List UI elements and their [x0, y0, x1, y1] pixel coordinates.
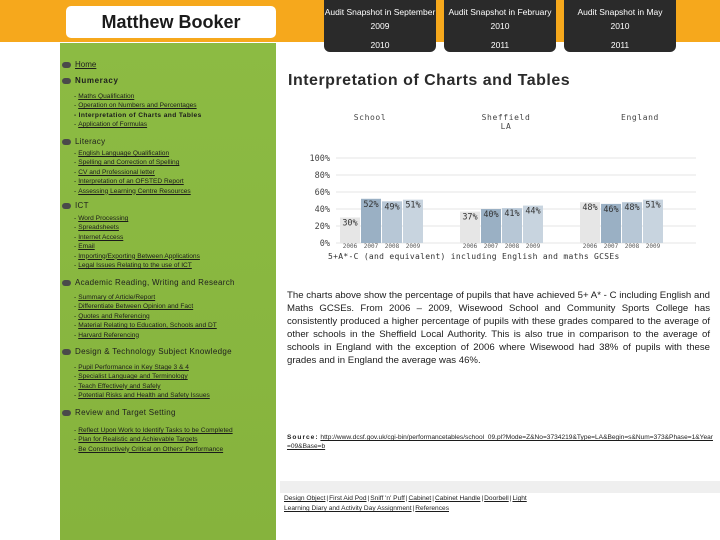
footer-link-references[interactable]: References	[415, 505, 449, 512]
sidebar-item-education-material[interactable]: - Material Relating to Education, Schools and DT	[74, 322, 217, 330]
sidebar-item-quotes-referencing[interactable]: - Quotes and Referencing	[74, 312, 150, 320]
x-tick-label: 2008	[504, 243, 520, 250]
sidebar-home-label: Home	[75, 60, 97, 69]
sidebar-item-health-safety[interactable]: - Potential Risks and Health and Safety Issues	[74, 392, 210, 400]
sidebar-item-specialist-language[interactable]: - Specialist Language and Terminology	[74, 373, 188, 381]
sidebar-item-legal-issues[interactable]: - Legal Issues Relating to the use of ICT	[74, 261, 192, 269]
sidebar-nav	[60, 43, 276, 540]
bullet-icon	[62, 62, 71, 68]
sidebar-heading-ict[interactable]	[62, 200, 274, 211]
sidebar-item-email[interactable]: - Email	[74, 243, 95, 251]
sidebar-heading-label: Design & Technology Subject Knowledge	[75, 347, 232, 356]
bar-value-label: 44%	[525, 206, 541, 217]
footer-link-light[interactable]: Light	[512, 495, 527, 502]
chart-group-label: England	[621, 113, 659, 122]
audit-tab-title: Audit Snapshot in May	[577, 7, 663, 17]
sidebar-heading-design-technology[interactable]	[62, 346, 274, 357]
footer-link-learning-diary[interactable]: Learning Diary and Activity Day Assignment	[284, 505, 412, 512]
sidebar-heading-label: Review and Target Setting	[75, 408, 176, 417]
x-tick-label: 2006	[342, 243, 358, 250]
sidebar-heading-label: ICT	[75, 201, 89, 210]
bar-value-label: 46%	[603, 204, 619, 215]
sidebar-list-review	[74, 426, 274, 454]
source-citation	[287, 433, 715, 451]
sidebar-item-learning-centre[interactable]: - Assessing Learning Centre Resources	[74, 187, 191, 195]
bullet-icon	[62, 280, 71, 286]
x-tick-label: 2007	[603, 243, 619, 250]
sidebar-list-literacy	[74, 149, 274, 196]
footer-link-doorbell[interactable]: Doorbell	[484, 495, 509, 502]
sidebar-heading-review[interactable]	[62, 407, 274, 418]
sidebar-item-spreadsheets[interactable]: - Spreadsheets	[74, 224, 119, 232]
bullet-icon	[62, 203, 71, 209]
sidebar-list-ict	[74, 214, 274, 270]
x-tick-label: 2009	[525, 243, 541, 250]
x-tick-label: 2009	[645, 243, 661, 250]
footer-divider	[280, 481, 720, 493]
y-tick-label: 100%	[309, 154, 330, 164]
bar-value-label: 51%	[645, 200, 661, 211]
sidebar-item-ofsted-report[interactable]: - Interpretation of an OFSTED Report	[74, 178, 184, 186]
sidebar-item-internet-access[interactable]: - Internet Access	[74, 233, 124, 241]
sidebar-item-spelling[interactable]: - Spelling and Correction of Spelling	[74, 159, 180, 167]
chart-group-label	[468, 113, 544, 131]
sidebar-item-maths-qualification[interactable]: - Maths Qualification	[74, 93, 135, 100]
sidebar-item-plan-targets[interactable]: - Plan for Realistic and Achievable Targets	[74, 436, 198, 444]
footer-link-cabinet[interactable]: Cabinet	[408, 495, 432, 502]
footer-link-first-aid-pod[interactable]: First Aid Pod	[329, 495, 367, 502]
page-title: Interpretation of Charts and Tables	[288, 72, 571, 89]
sidebar-item-pupil-performance[interactable]: - Pupil Performance in Key Stage 3 & 4	[74, 364, 189, 371]
sidebar-item-interpretation-current: - Interpretation of Charts and Tables	[74, 111, 202, 119]
sidebar-item-application-of-formulas[interactable]: - Application of Formulas	[74, 121, 148, 129]
sidebar-home-link[interactable]	[62, 60, 96, 69]
y-tick-label: 40%	[314, 205, 330, 215]
sidebar-item-cv-letter[interactable]: - CV and Professional letter	[74, 168, 155, 176]
y-tick-label: 20%	[314, 222, 330, 232]
x-tick-label: 2007	[483, 243, 499, 250]
sidebar-item-summary-article[interactable]: - Summary of Article/Report	[74, 294, 156, 301]
sidebar-heading-label: Academic Reading, Writing and Research	[75, 278, 235, 287]
source-link[interactable]: http://www.dcsf.gov.uk/cgi-bin/performancetables/school_09.pl?Mode=Z&No=3734219&Type=LA&Begin=s&Num=373&Phase=1&Year=09&Base=b	[287, 434, 713, 450]
x-tick-label: 2006	[582, 243, 598, 250]
bar-value-label: 52%	[363, 199, 379, 210]
footer-link-sniff-n-puff[interactable]: Sniff 'n' Puff	[370, 495, 405, 502]
bar-value-label: 48%	[624, 203, 640, 214]
x-tick-label: 2008	[624, 243, 640, 250]
audit-tab-title: Audit Snapshot in September	[324, 7, 436, 17]
sidebar-list-academic	[74, 293, 274, 340]
sidebar-item-constructively-critical[interactable]: - Be Constructively Critical on Others' Performance	[74, 445, 224, 453]
sidebar-heading-literacy[interactable]	[62, 136, 274, 147]
audit-year-link[interactable]: 2011	[610, 40, 630, 50]
sidebar-heading-academic[interactable]	[62, 277, 274, 288]
audit-year-link[interactable]: 2011	[490, 40, 510, 50]
x-tick-label: 2006	[462, 243, 478, 250]
sidebar-list-numeracy	[74, 92, 274, 130]
sidebar-item-word-processing[interactable]: - Word Processing	[74, 215, 129, 222]
chart-description: The charts above show the percentage of pupils that have achieved 5+ A* - C including English and Maths GCSEs. From 2006 – 2009, Wisewood School and Community Sports College has consistently produced a higher percentage of pupils with these grades compared to the average of other schools in the Sheffield Local Authority. This is also true in comparison to the average of schools in England with the exception of 2006 where Wisewood had 38% of pupils with these grades and in England the average was 46%.	[287, 290, 710, 367]
bar-value-label: 40%	[483, 210, 499, 220]
sidebar-item-english-qualification[interactable]: - English Language Qualification	[74, 150, 170, 157]
bar-value-label: 51%	[405, 200, 421, 211]
sidebar-item-harvard-referencing[interactable]: - Harvard Referencing	[74, 331, 140, 339]
audit-year-link[interactable]: 2009	[370, 21, 390, 31]
footer-links: Design Object|First Aid Pod|Sniff 'n' Puff|Cabinet|Cabinet Handle|Doorbell|Light Learning Diary and Activity Day Assignment|References	[284, 495, 527, 512]
sidebar-item-reflect-upon-work[interactable]: - Reflect Upon Work to Identify Tasks to be Completed	[74, 427, 233, 434]
audit-year-link[interactable]: 2010	[490, 21, 510, 31]
chart-svg	[300, 148, 700, 268]
audit-tab-february[interactable]	[444, 0, 556, 52]
sidebar-heading-label: Numeracy	[75, 76, 119, 85]
bar-value-label: 41%	[504, 209, 520, 220]
sidebar-list-design-technology	[74, 363, 274, 401]
sidebar-item-teach-safely[interactable]: - Teach Effectively and Safely	[74, 382, 161, 390]
x-axis-label: 5+A*-C (and equivalent) including English and maths GCSEs	[328, 252, 620, 261]
sidebar-item-opinion-fact[interactable]: - Differentiate Between Opinion and Fact	[74, 303, 194, 311]
bullet-icon	[62, 349, 71, 355]
footer-link-design-object[interactable]: Design Object	[284, 495, 326, 502]
bar-value-label: 30%	[342, 218, 358, 229]
audit-year-link[interactable]: 2010	[610, 21, 630, 31]
audit-tab-may[interactable]	[564, 0, 676, 52]
chart-group-label-text: Sheffield LA	[481, 113, 531, 131]
bar-value-label: 49%	[384, 202, 400, 213]
y-tick-label: 80%	[314, 171, 330, 181]
audit-tab-september[interactable]	[324, 0, 436, 52]
bar-value-label: 37%	[462, 212, 478, 223]
audit-tab-title: Audit Snapshot in February	[448, 7, 552, 17]
sidebar-item-operation-on-numbers[interactable]: - Operation on Numbers and Percentages	[74, 102, 197, 110]
sidebar-heading-label: Literacy	[75, 137, 106, 146]
x-tick-label: 2008	[384, 243, 400, 250]
source-label: Source:	[287, 434, 319, 441]
bullet-icon	[62, 139, 71, 145]
y-tick-label: 60%	[314, 188, 330, 198]
bullet-icon	[62, 78, 71, 84]
bullet-icon	[62, 410, 71, 416]
sidebar-heading-numeracy[interactable]	[62, 75, 274, 86]
y-tick-label: 0%	[319, 239, 330, 249]
footer-link-cabinet-handle[interactable]: Cabinet Handle	[434, 495, 481, 502]
gcse-bar-chart	[300, 148, 700, 268]
audit-year-link[interactable]: 2010	[370, 40, 390, 50]
x-tick-label: 2007	[363, 243, 379, 250]
bar-value-label: 48%	[582, 203, 598, 214]
site-owner-name: Matthew Booker	[66, 6, 276, 38]
x-tick-label: 2009	[405, 243, 421, 250]
sidebar-item-importing-exporting[interactable]: - Importing/Exporting Between Applications	[74, 252, 200, 260]
chart-group-label: School	[353, 113, 387, 122]
